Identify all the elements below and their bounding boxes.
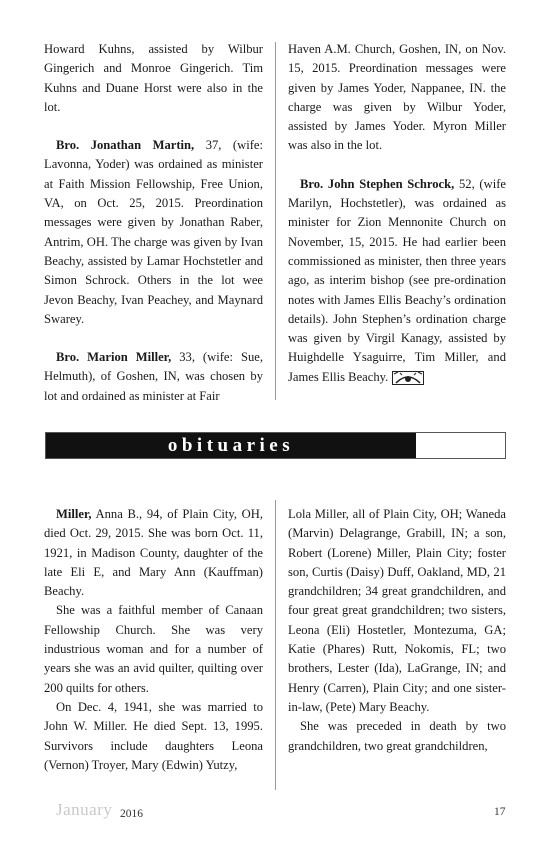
paragraph: [288, 175, 506, 387]
column-divider: [275, 42, 276, 400]
paragraph-text: 33, (wife: Sue, Helmuth), of Goshen, IN, was chosen by lot and ordained as minister at Fair: [44, 350, 263, 403]
footer-year: 2016: [120, 808, 143, 820]
person-name: Bro. John Stephen Schrock,: [300, 176, 455, 191]
page-number: 17: [494, 806, 506, 818]
column-divider: [275, 500, 276, 790]
paragraph: Lola Miller, all of Plain City, OH; Waneda (Marvin) Delagrange, Grabill, IN; a son, Robert (Lorene) Miller, Plain City; foster son, Curtis (Daisy) Duff, Oakland, MD, 21 grandchildren; 34 great grandchildren, and four great great grandchildren; two sisters, Leona (Eli) Hostetler, Montezuma, GA; Katie (Phares) Rutt, Nokomis, FL; two brothers, Lester (Ida), LaGrange, IN; and Henry (Carren), Plain City; and one sister-in-law, (Pete) Mary Beachy.: [288, 507, 506, 714]
paragraph: [44, 136, 263, 329]
column-top-left: [44, 40, 263, 406]
paragraph: She was a faithful member of Canaan Fellowship Church. She was very industrious woman and for a number of years she was an avid quilter, quilting over 200 quilts for others.: [44, 603, 263, 695]
person-name: Bro. Marion Miller,: [56, 350, 172, 365]
paragraph-text: Anna B., 94, of Plain City, OH, died Oct. 29, 2015. She was born Oct. 11, 1921, in Madison County, daughter of the late Eli E, and Mary Ann (Kauffman) Beachy.: [44, 507, 263, 599]
column-bottom-left: [44, 505, 263, 775]
paragraph-text: 37, (wife: Lavonna, Yoder) was ordained as minister at Faith Mission Fellowship, Free Union, VA, on Oct. 25, 2015. Preordination messages were given by Jonathan Raber, Antrim, OH. The charge was given by Ivan Beachy, assisted by Lamar Hochstetler and Simon Schrock. Others in the lot wee Jevon Beachy, Ivan Peachey, and Maynard Swarey.: [44, 138, 263, 326]
section-title: obituaries: [167, 435, 295, 456]
end-mark-icon: [392, 371, 424, 385]
column-top-right: [288, 40, 506, 387]
footer-month: January: [56, 800, 113, 819]
paragraph: She was preceded in death by two grandchildren, two great grandchildren,: [288, 719, 506, 753]
person-name: Bro. Jonathan Martin,: [56, 138, 195, 153]
person-name: Miller,: [56, 507, 92, 521]
paragraph-text: 52, (wife Marilyn, Hochstetler), was ordained as minister for Zion Mennonite Church on November, 15, 2015. He had earlier been commissioned as minister, then three years ago, as interim bishop (see pre-ordination notes with James Ellis Beachy’s ordination details). John Stephen’s ordination charge was given by Virgil Kanagy, assisted by Huighdelle Ysaguirre, Tim Miller, and James Ellis Beachy.: [288, 176, 506, 384]
paragraph: Haven A.M. Church, Goshen, IN, on Nov. 15, 2015. Preordination messages were given by James Yoder, Nappanee, IN. the charge was given by Wilbur Yoder, assisted by James Yoder. Myron Miller was also in the lot.: [288, 42, 506, 153]
section-banner: [45, 432, 506, 459]
paragraph: On Dec. 4, 1941, she was married to John W. Miller. He died Sept. 13, 1995. Survivors include daughters Leona (Vernon) Troyer, Mary (Edwin) Yutzy,: [44, 699, 263, 772]
column-bottom-right: [288, 505, 506, 756]
paragraph: [44, 348, 263, 406]
paragraph: Howard Kuhns, assisted by Wilbur Gingerich and Monroe Gingerich. Tim Kuhns and Duane Horst were also in the lot.: [44, 42, 263, 114]
paragraph: [44, 505, 263, 601]
